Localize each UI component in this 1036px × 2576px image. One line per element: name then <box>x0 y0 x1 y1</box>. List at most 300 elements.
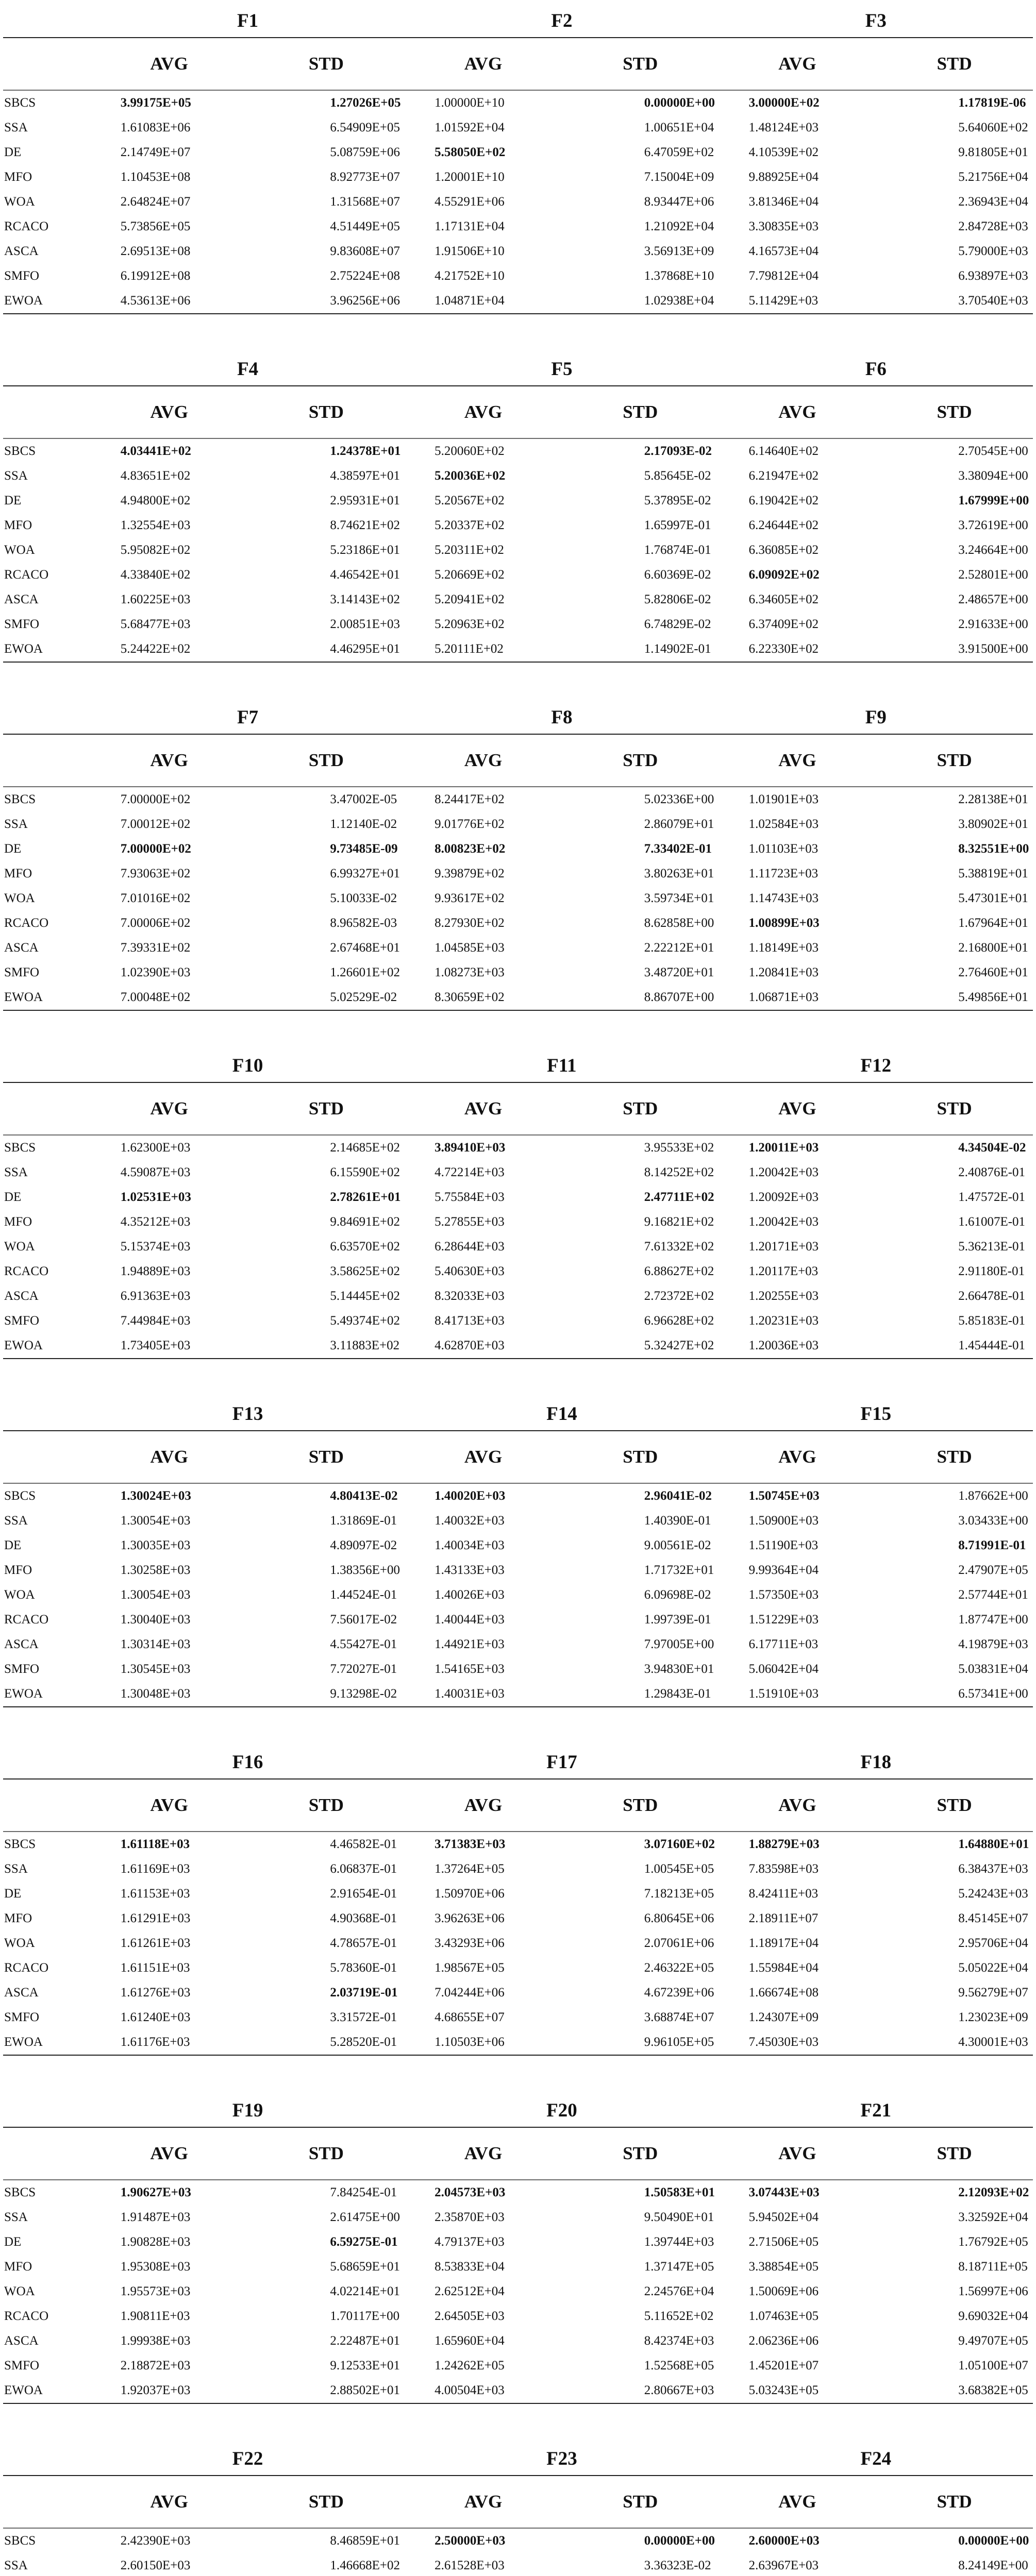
std-value: 6.63570E+02 <box>330 1240 400 1253</box>
function-name: F21 <box>860 2099 892 2121</box>
column-header-row <box>3 2127 1033 2179</box>
std-value: 6.74829E-02 <box>644 617 711 631</box>
std-value: 3.91500E+00 <box>958 642 1028 656</box>
std-value: 1.29843E-01 <box>644 1687 711 1701</box>
std-value: 5.85183E-01 <box>958 1314 1026 1328</box>
avg-value: 1.32554E+03 <box>120 518 191 532</box>
avg-value: 8.27930E+02 <box>435 916 505 930</box>
avg-header: AVG <box>464 1098 503 1118</box>
std-value: 2.95931E+01 <box>330 494 400 507</box>
function-name: F17 <box>546 1751 577 1773</box>
table-row <box>3 2255 1033 2279</box>
avg-value: 1.02390E+03 <box>120 965 191 979</box>
std-value: 2.91180E-01 <box>958 1264 1025 1278</box>
avg-value: 1.48124E+03 <box>748 121 819 134</box>
avg-value: 5.20111E+02 <box>435 642 504 656</box>
table-row <box>3 1931 1033 1956</box>
table-row <box>3 2378 1033 2404</box>
std-value: 1.00651E+04 <box>644 121 714 134</box>
std-value: 1.71732E+01 <box>644 1563 714 1577</box>
avg-value: 3.00000E+02 <box>748 96 820 110</box>
table-row <box>3 2329 1033 2353</box>
avg-value: 5.20963E+02 <box>435 617 505 631</box>
function-name: F10 <box>232 1055 263 1076</box>
avg-value: 1.61276E+03 <box>120 1986 191 1999</box>
avg-value: 2.14749E+07 <box>120 145 191 159</box>
table-row <box>3 1657 1033 1682</box>
avg-value: 1.30054E+03 <box>120 1514 191 1528</box>
avg-value: 1.90627E+03 <box>120 2185 191 2199</box>
algorithm-name: RCACO <box>4 2309 49 2323</box>
table-row <box>3 239 1033 264</box>
std-header: STD <box>623 1447 658 1467</box>
avg-value: 1.50069E+06 <box>748 2284 819 2298</box>
avg-value: 9.88925E+04 <box>748 170 819 184</box>
std-value: 4.34504E-02 <box>958 1141 1026 1155</box>
std-value: 2.17093E-02 <box>644 444 712 458</box>
std-value: 9.83608E+07 <box>330 244 400 258</box>
std-value: 3.59734E+01 <box>644 891 714 905</box>
avg-value: 6.91363E+03 <box>120 1289 191 1303</box>
table-row <box>3 1857 1033 1882</box>
std-value: 5.85645E-02 <box>644 469 711 483</box>
algorithm-name: RCACO <box>4 916 49 930</box>
avg-header: AVG <box>778 402 816 422</box>
table-row <box>3 2353 1033 2378</box>
avg-value: 4.21752E+10 <box>435 269 505 283</box>
std-value: 5.38819E+01 <box>958 867 1028 880</box>
avg-value: 5.06042E+04 <box>748 1662 819 1676</box>
std-value: 6.80645E+06 <box>644 1911 714 1925</box>
avg-header: AVG <box>150 1098 188 1118</box>
algorithm-name: SSA <box>4 469 28 483</box>
avg-header: AVG <box>464 1795 503 1815</box>
function-name: F5 <box>551 358 573 380</box>
algorithm-name: EWOA <box>4 2383 43 2397</box>
avg-value: 5.68477E+03 <box>120 617 191 631</box>
std-value: 3.07160E+02 <box>644 1837 715 1851</box>
avg-header: AVG <box>150 1795 188 1815</box>
algorithm-name: WOA <box>4 1936 35 1950</box>
std-value: 2.76460E+01 <box>958 965 1028 979</box>
avg-value: 4.03441E+02 <box>120 444 191 458</box>
avg-value: 4.72214E+03 <box>435 1165 505 1179</box>
function-name: F12 <box>860 1055 892 1076</box>
std-value: 7.33402E-01 <box>644 842 712 856</box>
std-value: 4.67239E+06 <box>644 1986 714 1999</box>
table-row <box>3 438 1033 464</box>
std-value: 3.14143E+02 <box>330 592 400 606</box>
algorithm-name: EWOA <box>4 990 43 1004</box>
std-value: 8.46859E+01 <box>330 2534 400 2548</box>
table-row <box>3 786 1033 812</box>
std-value: 5.23186E+01 <box>330 543 400 557</box>
function-name: F2 <box>551 10 573 31</box>
std-value: 1.37147E+05 <box>644 2260 714 2274</box>
std-value: 6.54909E+05 <box>330 121 400 134</box>
std-value: 5.03831E+04 <box>958 1662 1028 1676</box>
std-value: 7.18213E+05 <box>644 1887 714 1901</box>
avg-value: 1.30314E+03 <box>120 1637 191 1651</box>
std-header: STD <box>623 1098 658 1118</box>
std-value: 3.38094E+00 <box>958 469 1028 483</box>
std-value: 9.50490E+01 <box>644 2210 714 2224</box>
algorithm-name: SBCS <box>4 1141 36 1155</box>
avg-value: 1.30024E+03 <box>120 1489 191 1503</box>
column-header-row <box>3 1082 1033 1134</box>
avg-value: 8.42411E+03 <box>748 1887 818 1901</box>
algorithm-name: MFO <box>4 1911 32 1925</box>
avg-value: 1.66674E+08 <box>748 1986 819 1999</box>
avg-value: 5.20036E+02 <box>435 469 506 483</box>
std-value: 3.31572E-01 <box>330 2010 397 2024</box>
avg-value: 1.90811E+03 <box>120 2309 190 2323</box>
avg-value: 4.68655E+07 <box>435 2010 505 2024</box>
avg-value: 1.95573E+03 <box>120 2284 191 2298</box>
std-header: STD <box>623 2492 658 2512</box>
avg-value: 3.96263E+06 <box>435 1911 505 1925</box>
std-value: 1.26601E+02 <box>330 965 400 979</box>
avg-value: 7.04244E+06 <box>435 1986 505 1999</box>
table-row <box>3 1956 1033 1980</box>
avg-value: 6.24644E+02 <box>748 518 819 532</box>
function-name: F4 <box>237 358 259 380</box>
table-row <box>3 538 1033 563</box>
algorithm-name: WOA <box>4 543 35 557</box>
avg-value: 1.45201E+07 <box>748 2359 819 2372</box>
algorithm-name: DE <box>4 1190 22 1204</box>
std-value: 6.59275E-01 <box>330 2235 398 2249</box>
std-value: 1.50583E+01 <box>644 2185 715 2199</box>
avg-value: 9.93617E+02 <box>435 891 505 905</box>
avg-value: 7.83598E+03 <box>748 1862 819 1876</box>
std-value: 7.72027E-01 <box>330 1662 397 1676</box>
avg-value: 7.45030E+03 <box>748 2035 819 2049</box>
std-header: STD <box>308 1098 344 1118</box>
avg-value: 1.20036E+03 <box>748 1338 819 1352</box>
algorithm-name: DE <box>4 1887 22 1901</box>
function-name: F9 <box>865 706 887 728</box>
avg-value: 2.50000E+03 <box>435 2534 506 2548</box>
std-value: 8.42374E+03 <box>644 2334 714 2348</box>
avg-value: 1.30054E+03 <box>120 1588 191 1602</box>
function-header-row <box>3 2094 1033 2127</box>
avg-value: 1.00899E+03 <box>748 916 820 930</box>
avg-value: 1.18149E+03 <box>748 941 819 955</box>
std-header: STD <box>623 54 658 74</box>
std-header: STD <box>308 2492 344 2512</box>
avg-value: 4.59087E+03 <box>120 1165 191 1179</box>
avg-value: 4.33840E+02 <box>120 568 191 582</box>
algorithm-name: SMFO <box>4 617 40 631</box>
avg-value: 1.20231E+03 <box>748 1314 819 1328</box>
table-row <box>3 1533 1033 1558</box>
std-value: 4.46582E-01 <box>330 1837 397 1851</box>
avg-value: 3.07443E+03 <box>748 2185 820 2199</box>
algorithm-name: EWOA <box>4 294 43 308</box>
std-value: 1.45444E-01 <box>958 1338 1026 1352</box>
avg-value: 1.88279E+03 <box>748 1837 820 1851</box>
algorithm-name: SSA <box>4 1165 28 1179</box>
avg-value: 6.19042E+02 <box>748 494 819 507</box>
avg-value: 5.75584E+03 <box>435 1190 505 1204</box>
std-value: 2.91633E+00 <box>958 617 1028 631</box>
std-value: 5.24243E+03 <box>958 1887 1028 1901</box>
std-value: 3.68382E+05 <box>958 2383 1028 2397</box>
std-value: 1.21092E+04 <box>644 219 714 233</box>
std-value: 1.61007E-01 <box>958 1215 1026 1229</box>
std-value: 5.14445E+02 <box>330 1289 400 1303</box>
algorithm-name: RCACO <box>4 568 49 582</box>
std-value: 8.93447E+06 <box>644 195 714 209</box>
avg-value: 4.10539E+02 <box>748 145 819 159</box>
avg-value: 4.94800E+02 <box>120 494 191 507</box>
algorithm-name: ASCA <box>4 592 39 606</box>
avg-value: 7.00000E+02 <box>120 792 191 806</box>
std-value: 9.81805E+01 <box>958 145 1028 159</box>
algorithm-name: RCACO <box>4 219 49 233</box>
function-name: F3 <box>865 10 887 31</box>
std-value: 1.12140E-02 <box>330 817 397 831</box>
std-value: 4.89097E-02 <box>330 1538 397 1552</box>
avg-value: 5.20311E+02 <box>435 543 504 557</box>
table-row <box>3 1906 1033 1931</box>
table-row <box>3 115 1033 140</box>
avg-value: 1.51190E+03 <box>748 1538 818 1552</box>
function-header-row <box>3 1397 1033 1430</box>
avg-value: 9.39879E+02 <box>435 867 505 880</box>
avg-value: 4.00504E+03 <box>435 2383 505 2397</box>
std-header: STD <box>308 402 344 422</box>
std-value: 6.38437E+03 <box>958 1862 1028 1876</box>
std-value: 1.70117E+00 <box>330 2309 400 2323</box>
table-row <box>3 1210 1033 1234</box>
algorithm-name: DE <box>4 145 22 159</box>
std-value: 5.36213E-01 <box>958 1240 1026 1253</box>
std-value: 3.32592E+04 <box>958 2210 1028 2224</box>
std-value: 6.15590E+02 <box>330 1165 400 1179</box>
avg-header: AVG <box>150 750 188 770</box>
std-value: 8.71991E-01 <box>958 1538 1026 1552</box>
avg-header: AVG <box>464 2143 503 2163</box>
avg-value: 5.20669E+02 <box>435 568 505 582</box>
column-header-row <box>3 734 1033 786</box>
avg-value: 2.18872E+03 <box>120 2359 191 2372</box>
function-name: F18 <box>860 1751 892 1773</box>
algorithm-name: SBCS <box>4 1489 36 1503</box>
algorithm-name: DE <box>4 494 22 507</box>
algorithm-name: SBCS <box>4 1837 36 1851</box>
function-block <box>3 1049 1033 1397</box>
avg-value: 1.00000E+10 <box>435 96 505 110</box>
avg-value: 6.17711E+03 <box>748 1637 818 1651</box>
avg-value: 5.40630E+03 <box>435 1264 505 1278</box>
table-row <box>3 513 1033 538</box>
avg-value: 1.43133E+03 <box>435 1563 505 1577</box>
algorithm-name: ASCA <box>4 1289 39 1303</box>
std-value: 4.51449E+05 <box>330 219 400 233</box>
avg-value: 1.51910E+03 <box>748 1687 819 1701</box>
avg-value: 3.30835E+03 <box>748 219 819 233</box>
std-value: 5.28520E-01 <box>330 2035 397 2049</box>
avg-value: 1.40044E+03 <box>435 1613 505 1626</box>
avg-value: 6.34605E+02 <box>748 592 819 606</box>
avg-value: 1.20092E+03 <box>748 1190 819 1204</box>
avg-value: 3.38854E+05 <box>748 2260 819 2274</box>
algorithm-name: SBCS <box>4 792 36 806</box>
function-header-row <box>3 2442 1033 2475</box>
table-row <box>3 190 1033 214</box>
table-row <box>3 2030 1033 2056</box>
function-block <box>3 1397 1033 1745</box>
std-value: 4.38597E+01 <box>330 469 400 483</box>
std-value: 3.11883E+02 <box>330 1338 400 1352</box>
avg-value: 7.39331E+02 <box>120 941 191 955</box>
std-value: 5.49856E+01 <box>958 990 1028 1004</box>
avg-header: AVG <box>778 2492 816 2512</box>
avg-value: 1.73405E+03 <box>120 1338 191 1352</box>
avg-value: 5.95082E+02 <box>120 543 191 557</box>
std-value: 6.47059E+02 <box>644 145 714 159</box>
avg-value: 1.10453E+08 <box>120 170 191 184</box>
avg-value: 3.99175E+05 <box>120 96 191 110</box>
avg-value: 4.35212E+03 <box>120 1215 191 1229</box>
std-value: 4.55427E-01 <box>330 1637 397 1651</box>
std-value: 5.78360E-01 <box>330 1961 397 1975</box>
std-value: 5.05022E+04 <box>958 1961 1028 1975</box>
avg-value: 1.91487E+03 <box>120 2210 191 2224</box>
table-row <box>3 960 1033 985</box>
std-header: STD <box>623 750 658 770</box>
table-row <box>3 264 1033 289</box>
std-value: 2.61475E+00 <box>330 2210 400 2224</box>
std-header: STD <box>623 2143 658 2163</box>
std-value: 1.24378E+01 <box>330 444 401 458</box>
avg-value: 1.61240E+03 <box>120 2010 191 2024</box>
avg-value: 1.30048E+03 <box>120 1687 191 1701</box>
std-header: STD <box>937 2143 972 2163</box>
avg-value: 1.20001E+10 <box>435 170 505 184</box>
std-value: 8.96582E-03 <box>330 916 397 930</box>
std-value: 1.67964E+01 <box>958 916 1028 930</box>
std-value: 2.95706E+04 <box>958 1936 1028 1950</box>
std-value: 9.84691E+02 <box>330 1215 400 1229</box>
std-value: 9.73485E-09 <box>330 842 398 856</box>
std-value: 2.22212E+01 <box>644 941 714 955</box>
avg-value: 1.11723E+03 <box>748 867 818 880</box>
algorithm-name: SMFO <box>4 1662 40 1676</box>
table-row <box>3 563 1033 587</box>
std-value: 4.80413E-02 <box>330 1489 398 1503</box>
avg-value: 7.93063E+02 <box>120 867 191 880</box>
function-name: F15 <box>860 1403 892 1425</box>
std-value: 5.47301E+01 <box>958 891 1028 905</box>
avg-value: 2.42390E+03 <box>120 2534 191 2548</box>
algorithm-name: WOA <box>4 195 35 209</box>
avg-value: 1.07463E+05 <box>748 2309 819 2323</box>
avg-value: 1.20042E+03 <box>748 1165 819 1179</box>
function-block <box>3 2094 1033 2442</box>
std-value: 5.11652E+02 <box>644 2309 714 2323</box>
function-name: F22 <box>232 2448 263 2469</box>
std-value: 1.64880E+01 <box>958 1837 1029 1851</box>
std-value: 2.84728E+03 <box>958 219 1028 233</box>
algorithm-name: RCACO <box>4 1264 49 1278</box>
avg-value: 1.40026E+03 <box>435 1588 505 1602</box>
avg-value: 2.62512E+04 <box>435 2284 505 2298</box>
avg-header: AVG <box>464 54 503 74</box>
std-value: 3.48720E+01 <box>644 965 714 979</box>
std-value: 2.00851E+03 <box>330 617 400 631</box>
table-row <box>3 289 1033 314</box>
table-row <box>3 837 1033 861</box>
std-value: 1.31568E+07 <box>330 195 400 209</box>
std-value: 2.28138E+01 <box>958 792 1028 806</box>
std-value: 2.24576E+04 <box>644 2284 714 2298</box>
avg-value: 1.20255E+03 <box>748 1289 819 1303</box>
avg-value: 1.24262E+05 <box>435 2359 505 2372</box>
avg-value: 5.73856E+05 <box>120 219 191 233</box>
avg-value: 7.00000E+02 <box>120 842 191 856</box>
table-row <box>3 2230 1033 2255</box>
function-name: F11 <box>547 1055 577 1076</box>
table-row <box>3 2179 1033 2205</box>
avg-value: 2.71506E+05 <box>748 2235 819 2249</box>
table-row <box>3 1259 1033 1284</box>
table-row <box>3 1483 1033 1509</box>
table-row <box>3 1333 1033 1359</box>
avg-value: 1.02531E+03 <box>120 1190 191 1204</box>
table-row <box>3 2553 1033 2576</box>
std-value: 6.06837E-01 <box>330 1862 397 1876</box>
avg-header: AVG <box>150 2492 188 2512</box>
std-value: 3.80902E+01 <box>958 817 1028 831</box>
std-value: 6.60369E-02 <box>644 568 711 582</box>
avg-value: 1.61151E+03 <box>120 1961 190 1975</box>
algorithm-name: RCACO <box>4 1613 49 1626</box>
function-header-row <box>3 1745 1033 1778</box>
avg-value: 6.21947E+02 <box>748 469 819 483</box>
avg-value: 6.37409E+02 <box>748 617 819 631</box>
std-value: 3.58625E+02 <box>330 1264 400 1278</box>
std-value: 7.97005E+00 <box>644 1637 714 1651</box>
table-row <box>3 2279 1033 2304</box>
avg-value: 3.43293E+06 <box>435 1936 505 1950</box>
avg-value: 7.79812E+04 <box>748 269 819 283</box>
table-row <box>3 1558 1033 1583</box>
avg-value: 9.01776E+02 <box>435 817 505 831</box>
function-name: F14 <box>546 1403 577 1425</box>
std-value: 9.69032E+04 <box>958 2309 1028 2323</box>
std-header: STD <box>937 2492 972 2512</box>
avg-value: 2.60000E+03 <box>748 2534 820 2548</box>
std-value: 1.65997E-01 <box>644 518 711 532</box>
table-row <box>3 886 1033 911</box>
std-header: STD <box>308 54 344 74</box>
std-header: STD <box>308 1447 344 1467</box>
std-value: 2.40876E-01 <box>958 1165 1026 1179</box>
avg-value: 1.65960E+04 <box>435 2334 505 2348</box>
std-value: 0.00000E+00 <box>958 2534 1029 2548</box>
column-header-row <box>3 1430 1033 1483</box>
avg-value: 1.20042E+03 <box>748 1215 819 1229</box>
algorithm-name: MFO <box>4 867 32 880</box>
std-header: STD <box>623 402 658 422</box>
std-value: 4.02214E+01 <box>330 2284 400 2298</box>
std-value: 1.31869E-01 <box>330 1514 397 1528</box>
std-value: 7.15004E+09 <box>644 170 714 184</box>
table-row <box>3 1185 1033 1210</box>
